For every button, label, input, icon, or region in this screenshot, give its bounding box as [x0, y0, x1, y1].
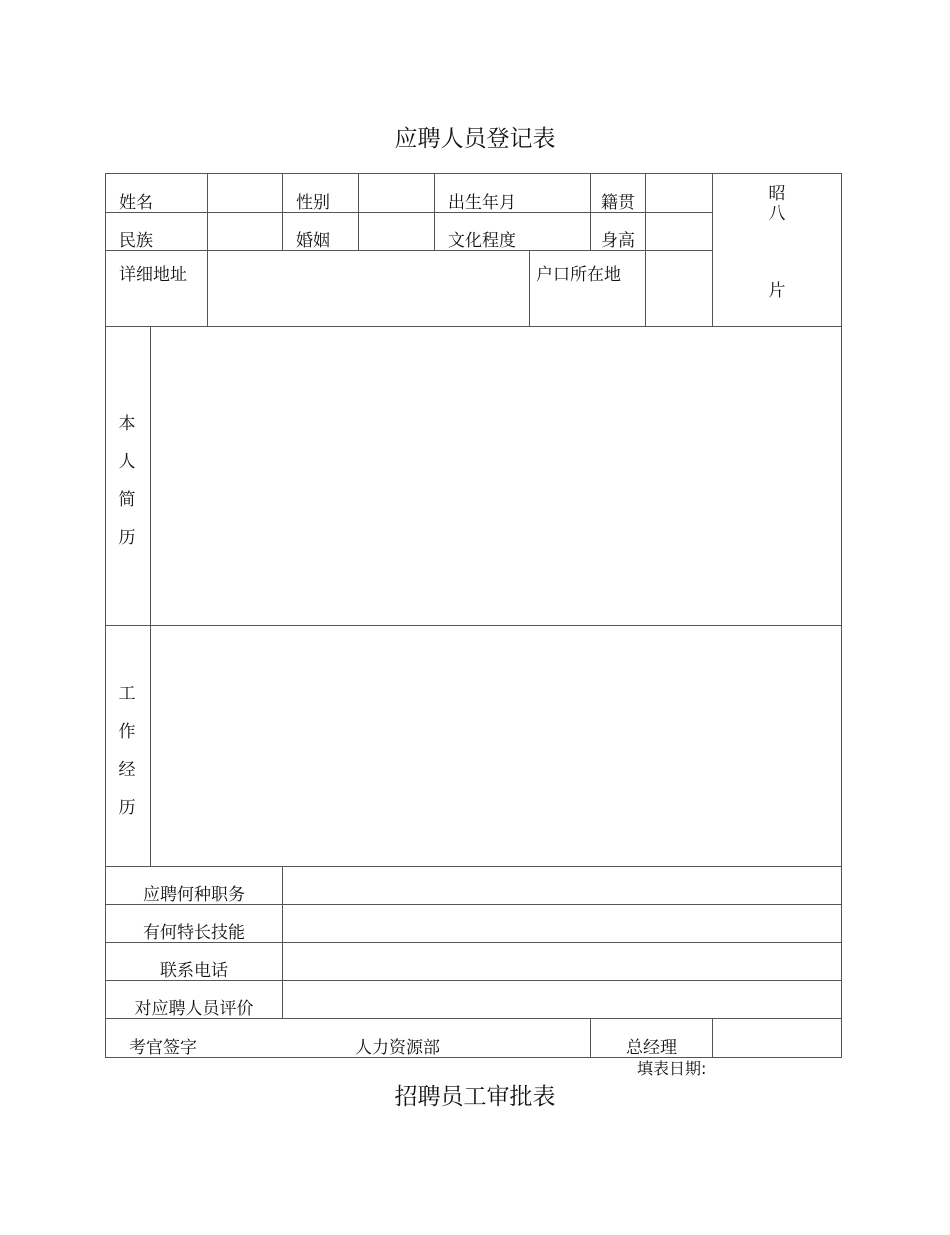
resume-label — [105, 405, 149, 557]
fill-date-label: 填表日期: — [637, 1059, 707, 1078]
resume-label-char: 人 — [118, 452, 136, 472]
resume-label-char: 历 — [118, 528, 136, 548]
label-examiner-signature: 考官签字 — [129, 1038, 197, 1058]
label-hr-department: 人力资源部 — [355, 1038, 440, 1058]
birth-value-cell[interactable] — [530, 174, 590, 212]
label-skills: 有何特长技能 — [143, 923, 245, 943]
ethnicity-value-cell[interactable] — [208, 213, 282, 250]
marriage-value-cell[interactable] — [359, 213, 434, 250]
address-value-cell[interactable] — [208, 251, 529, 326]
work-label-char: 工 — [118, 684, 136, 704]
position-value-cell[interactable] — [283, 867, 841, 904]
phone-value-cell[interactable] — [283, 943, 841, 980]
label-height: 身高 — [601, 231, 635, 251]
resume-label-char: 简 — [118, 490, 136, 510]
label-education: 文化程度 — [448, 231, 516, 251]
table-border-bottom — [105, 1057, 842, 1058]
photo-label-line3: 片 — [768, 281, 786, 301]
col-divider — [434, 173, 435, 251]
native-place-value-cell[interactable] — [646, 174, 712, 212]
work-label-char: 历 — [118, 798, 136, 818]
name-value-cell[interactable] — [208, 174, 282, 212]
label-hukou: 户口所在地 — [536, 265, 621, 285]
resume-label-char: 本 — [118, 414, 136, 434]
work-label — [105, 675, 149, 827]
col-divider — [529, 250, 530, 327]
work-content-area[interactable] — [151, 626, 841, 866]
gm-signature-cell[interactable] — [713, 1019, 841, 1057]
label-marriage: 婚姻 — [296, 231, 330, 251]
label-name: 姓名 — [119, 193, 153, 213]
label-birth: 出生年月 — [448, 193, 516, 213]
label-native-place: 籍贯 — [601, 193, 635, 213]
work-label-char: 经 — [118, 760, 136, 780]
col-divider — [590, 173, 591, 251]
gender-value-cell[interactable] — [359, 174, 434, 212]
secondary-title: 招聘员工审批表 — [394, 1084, 556, 1110]
label-evaluation: 对应聘人员评价 — [134, 999, 254, 1019]
skills-value-cell[interactable] — [283, 905, 841, 942]
col-divider — [282, 173, 283, 251]
label-phone: 联系电话 — [160, 961, 228, 981]
label-address: 详细地址 — [119, 265, 187, 285]
photo-label-line1: 昭 — [768, 184, 786, 204]
resume-content-area[interactable] — [151, 327, 841, 625]
label-ethnicity: 民族 — [119, 231, 153, 251]
col-divider — [590, 1018, 591, 1058]
hukou-value-cell[interactable] — [646, 251, 712, 326]
label-general-manager: 总经理 — [626, 1038, 677, 1058]
photo-area[interactable] — [713, 174, 841, 326]
table-border-right — [841, 173, 842, 1058]
work-label-char: 作 — [118, 722, 136, 742]
label-gender: 性别 — [296, 193, 330, 213]
label-position: 应聘何种职务 — [143, 885, 245, 905]
height-value-cell[interactable] — [646, 213, 712, 250]
page-title: 应聘人员登记表 — [394, 126, 556, 152]
photo-label-line2: 八 — [768, 204, 786, 224]
evaluation-value-cell[interactable] — [283, 981, 841, 1018]
